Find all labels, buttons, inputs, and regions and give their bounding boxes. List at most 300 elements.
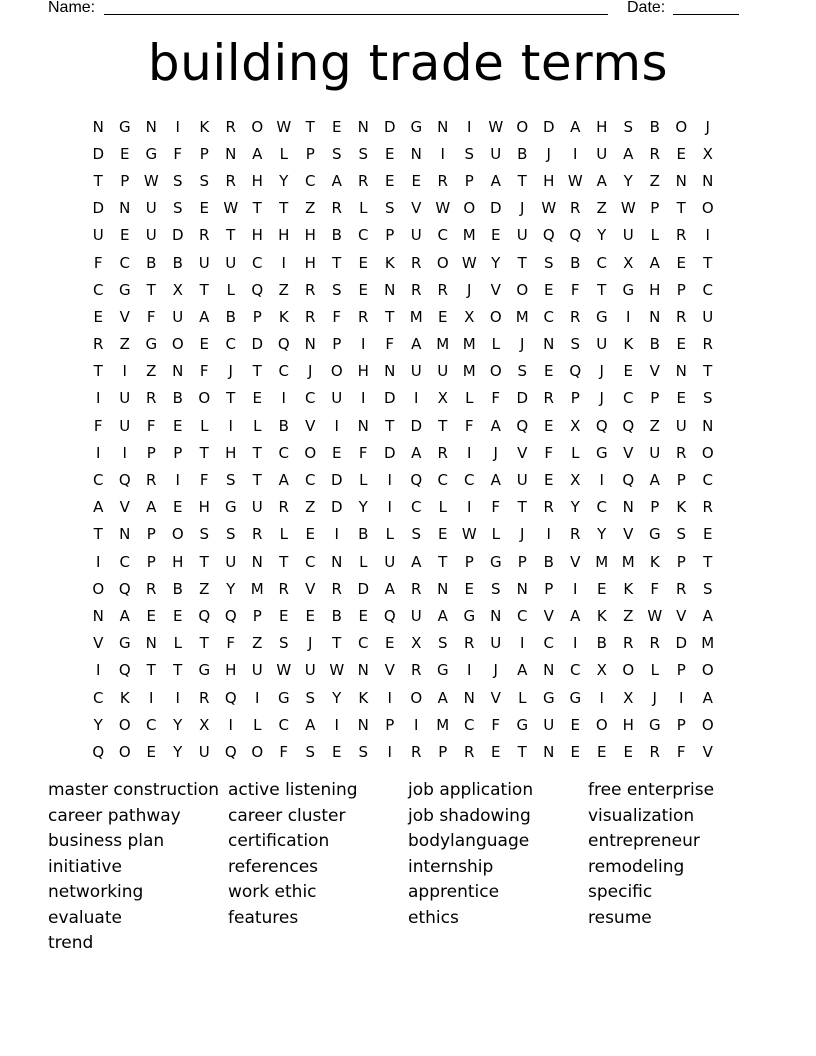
grid-letter: L <box>173 634 182 653</box>
grid-letter: U <box>119 389 131 408</box>
grid-letter: N <box>490 606 502 625</box>
grid-letter: T <box>252 443 262 462</box>
word-list-item: business plan <box>48 831 165 851</box>
grid-letter: D <box>251 335 264 354</box>
grid-letter: I <box>96 389 101 408</box>
grid-letter: I <box>361 335 366 354</box>
grid-letter: F <box>332 307 342 326</box>
grid-letter: V <box>384 661 395 680</box>
grid-letter: P <box>252 307 262 326</box>
grid-letter: U <box>251 661 263 680</box>
grid-letter: E <box>544 471 554 490</box>
grid-letter: C <box>543 634 554 653</box>
grid-letter: K <box>119 688 130 707</box>
grid-letter: U <box>596 335 608 354</box>
grid-letter: W <box>276 661 292 680</box>
grid-letter: C <box>305 389 316 408</box>
grid-letter: N <box>304 335 316 354</box>
header <box>0 0 816 20</box>
grid-letter: P <box>252 606 262 625</box>
grid-letter: V <box>702 742 713 761</box>
grid-letter: Z <box>146 362 157 381</box>
grid-letter: M <box>701 634 715 653</box>
word-list-item: bodylanguage <box>408 831 530 851</box>
grid-letter: V <box>490 688 501 707</box>
grid-letter: R <box>358 307 369 326</box>
grid-letter: I <box>467 498 472 517</box>
grid-letter: P <box>173 443 183 462</box>
grid-letter: I <box>334 715 339 734</box>
grid-letter: X <box>702 144 713 163</box>
grid-letter: A <box>517 661 528 680</box>
name-blank-line <box>104 14 608 15</box>
grid-letter: E <box>385 144 395 163</box>
grid-letter: Q <box>251 280 264 299</box>
grid-letter: U <box>410 362 422 381</box>
grid-letter: Y <box>93 715 103 734</box>
grid-letter: G <box>542 688 555 707</box>
grid-letter: E <box>438 307 448 326</box>
grid-letter: E <box>676 144 686 163</box>
grid-letter: E <box>93 307 103 326</box>
grid-letter: V <box>305 416 316 435</box>
grid-letter: U <box>384 552 396 571</box>
grid-letter: E <box>173 606 183 625</box>
grid-letter: P <box>544 579 554 598</box>
grid-letter: E <box>544 280 554 299</box>
grid-letter: P <box>385 226 395 245</box>
grid-letter: Y <box>623 171 633 190</box>
grid-letter: S <box>384 199 395 218</box>
grid-letter: D <box>171 226 184 245</box>
grid-letter: D <box>383 117 396 136</box>
grid-letter: V <box>411 199 422 218</box>
grid-letter: T <box>279 552 289 571</box>
grid-letter: B <box>172 579 183 598</box>
grid-letter: H <box>251 226 263 245</box>
page-title: building trade terms <box>147 34 669 92</box>
grid-letter: B <box>517 144 528 163</box>
grid-letter: U <box>516 226 528 245</box>
grid-letter: N <box>543 742 555 761</box>
grid-letter: D <box>675 634 688 653</box>
word-search-grid <box>85 113 721 766</box>
grid-letter: H <box>543 171 555 190</box>
grid-letter: A <box>702 688 713 707</box>
grid-letter: P <box>438 742 448 761</box>
grid-letter: U <box>516 471 528 490</box>
grid-letter: P <box>385 715 395 734</box>
grid-letter: O <box>198 389 211 408</box>
grid-letter: U <box>490 144 502 163</box>
grid-letter: R <box>676 579 687 598</box>
grid-letter: A <box>570 606 581 625</box>
grid-letter: E <box>623 742 633 761</box>
grid-letter: W <box>488 117 504 136</box>
grid-letter: L <box>200 416 209 435</box>
grid-letter: T <box>517 742 527 761</box>
word-list-item: internship <box>408 856 494 877</box>
grid-letter: V <box>570 552 581 571</box>
grid-letter: E <box>120 226 130 245</box>
grid-letter: L <box>650 661 659 680</box>
grid-letter: E <box>332 117 342 136</box>
grid-letter: T <box>517 253 527 272</box>
grid-letter: G <box>118 280 131 299</box>
grid-letter: I <box>467 661 472 680</box>
grid-letter: Q <box>569 362 582 381</box>
grid-letter: E <box>597 742 607 761</box>
grid-letter: J <box>546 144 551 163</box>
grid-letter: L <box>465 389 474 408</box>
word-list-item: career cluster <box>228 805 346 826</box>
grid-letter: U <box>490 634 502 653</box>
grid-letter: U <box>198 253 210 272</box>
grid-letter: D <box>410 416 423 435</box>
grid-letter: N <box>145 634 157 653</box>
grid-letter: B <box>331 226 342 245</box>
grid-letter: R <box>331 199 342 218</box>
grid-letter: U <box>596 144 608 163</box>
grid-letter: U <box>437 362 449 381</box>
grid-letter: J <box>467 280 472 299</box>
grid-letter: E <box>279 606 289 625</box>
grid-letter: R <box>225 171 236 190</box>
grid-letter: C <box>596 253 607 272</box>
grid-letter: L <box>650 226 659 245</box>
grid-letter: O <box>436 253 449 272</box>
grid-letter: N <box>410 144 422 163</box>
grid-letter: S <box>331 280 342 299</box>
grid-letter: T <box>438 552 448 571</box>
grid-letter: R <box>199 226 210 245</box>
grid-letter: L <box>359 199 368 218</box>
grid-letter: S <box>278 634 289 653</box>
grid-letter: T <box>199 443 209 462</box>
grid-letter: I <box>122 443 127 462</box>
grid-letter: W <box>620 199 636 218</box>
grid-letter: Z <box>305 199 316 218</box>
grid-letter: W <box>461 253 477 272</box>
grid-letter: A <box>437 688 448 707</box>
grid-letter: H <box>225 661 237 680</box>
grid-letter: Y <box>570 498 580 517</box>
grid-letter: J <box>520 335 525 354</box>
grid-letter: O <box>701 661 714 680</box>
grid-letter: C <box>119 552 130 571</box>
grid-letter: I <box>255 688 260 707</box>
grid-letter: T <box>332 253 342 272</box>
grid-letter: G <box>489 552 502 571</box>
grid-letter: P <box>676 661 686 680</box>
grid-letter: I <box>96 661 101 680</box>
grid-letter: C <box>702 471 713 490</box>
word-list-item: career pathway <box>48 805 181 826</box>
grid-letter: U <box>172 307 184 326</box>
grid-letter: E <box>332 443 342 462</box>
grid-letter: A <box>331 171 342 190</box>
grid-letter: E <box>544 416 554 435</box>
grid-letter: T <box>199 552 209 571</box>
grid-letter: U <box>675 416 687 435</box>
grid-letter: I <box>175 688 180 707</box>
grid-letter: S <box>437 634 448 653</box>
grid-letter: R <box>278 579 289 598</box>
grid-letter: V <box>490 280 501 299</box>
grid-letter: U <box>145 199 157 218</box>
grid-letter: N <box>92 117 104 136</box>
grid-letter: Q <box>224 688 237 707</box>
grid-letter: D <box>92 199 105 218</box>
grid-letter: P <box>464 552 474 571</box>
grid-letter: P <box>146 443 156 462</box>
grid-letter: G <box>145 144 158 163</box>
grid-letter: Q <box>118 471 131 490</box>
grid-letter: T <box>146 280 156 299</box>
grid-letter: D <box>357 579 370 598</box>
grid-letter: G <box>463 606 476 625</box>
grid-letter: E <box>597 579 607 598</box>
grid-letter: E <box>676 335 686 354</box>
grid-letter: D <box>383 389 396 408</box>
grid-letter: Z <box>199 579 210 598</box>
grid-letter: R <box>146 579 157 598</box>
grid-letter: E <box>120 144 130 163</box>
grid-letter: Y <box>358 498 368 517</box>
grid-letter: L <box>279 525 288 544</box>
word-list-item: entrepreneur <box>588 831 700 851</box>
grid-letter: H <box>304 226 316 245</box>
grid-letter: U <box>622 226 634 245</box>
grid-letter: L <box>518 688 527 707</box>
grid-letter: E <box>703 525 713 544</box>
grid-letter: I <box>679 688 684 707</box>
grid-letter: Y <box>597 525 607 544</box>
grid-letter: I <box>520 634 525 653</box>
word-list-item: free enterprise <box>588 780 715 800</box>
grid-letter: A <box>649 253 660 272</box>
grid-letter: X <box>570 416 581 435</box>
grid-letter: L <box>226 280 235 299</box>
grid-letter: Q <box>277 335 290 354</box>
grid-letter: M <box>436 335 450 354</box>
grid-letter: T <box>252 199 262 218</box>
grid-letter: R <box>649 742 660 761</box>
grid-letter: P <box>464 171 474 190</box>
grid-letter: R <box>464 742 475 761</box>
grid-letter: C <box>278 443 289 462</box>
grid-letter: E <box>358 253 368 272</box>
grid-letter: Q <box>622 471 635 490</box>
grid-letter: Z <box>649 171 660 190</box>
grid-letter: T <box>703 253 713 272</box>
grid-letter: A <box>702 606 713 625</box>
grid-letter: E <box>173 498 183 517</box>
grid-letter: I <box>626 307 631 326</box>
grid-letter: B <box>172 253 183 272</box>
grid-letter: M <box>462 226 476 245</box>
grid-letter: Q <box>622 416 635 435</box>
grid-letter: Z <box>623 606 634 625</box>
grid-letter: N <box>622 498 634 517</box>
grid-letter: U <box>649 443 661 462</box>
grid-letter: T <box>438 416 448 435</box>
grid-letter: N <box>649 307 661 326</box>
grid-letter: Y <box>332 688 342 707</box>
grid-letter: W <box>329 661 345 680</box>
grid-letter: F <box>570 280 580 299</box>
grid-letter: N <box>119 199 131 218</box>
grid-letter: E <box>358 606 368 625</box>
word-list-item: master construction <box>48 780 220 800</box>
date-label: Date: <box>627 0 666 16</box>
grid-letter: O <box>516 117 529 136</box>
grid-letter: E <box>252 389 262 408</box>
grid-letter: N <box>463 688 475 707</box>
grid-letter: C <box>702 280 713 299</box>
grid-letter: C <box>278 362 289 381</box>
word-list-item: job shadowing <box>408 805 531 826</box>
grid-letter: L <box>253 715 262 734</box>
word-list-item: initiative <box>48 856 122 877</box>
grid-letter: R <box>411 742 422 761</box>
grid-letter: X <box>411 634 422 653</box>
grid-letter: I <box>387 742 392 761</box>
grid-letter: M <box>462 335 476 354</box>
grid-letter: H <box>278 226 290 245</box>
word-list <box>48 778 768 957</box>
grid-letter: A <box>384 579 395 598</box>
grid-letter: C <box>93 471 104 490</box>
grid-letter: P <box>146 552 156 571</box>
grid-letter: W <box>435 199 451 218</box>
grid-letter: C <box>464 471 475 490</box>
word-list-item: apprentice <box>408 882 500 902</box>
grid-letter: P <box>305 144 315 163</box>
grid-letter: O <box>489 362 502 381</box>
grid-letter: S <box>331 144 342 163</box>
grid-letter: S <box>199 171 210 190</box>
grid-letter: P <box>517 552 527 571</box>
grid-letter: G <box>118 634 131 653</box>
grid-letter: T <box>93 171 103 190</box>
grid-letter: T <box>173 661 183 680</box>
grid-letter: C <box>437 471 448 490</box>
grid-letter: A <box>278 471 289 490</box>
grid-letter: J <box>228 362 233 381</box>
grid-letter: O <box>675 117 688 136</box>
grid-letter: A <box>411 443 422 462</box>
grid-letter: R <box>623 634 634 653</box>
grid-letter: N <box>357 715 369 734</box>
grid-letter: N <box>357 661 369 680</box>
grid-letter: R <box>570 199 581 218</box>
grid-letter: I <box>361 389 366 408</box>
grid-letter: F <box>279 742 289 761</box>
grid-letter: V <box>623 525 634 544</box>
word-list-item: visualization <box>588 805 695 826</box>
grid-letter: D <box>489 199 502 218</box>
grid-letter: P <box>199 144 209 163</box>
grid-letter: I <box>149 688 154 707</box>
grid-letter: C <box>278 715 289 734</box>
grid-letter: Z <box>596 199 607 218</box>
grid-letter: S <box>702 389 713 408</box>
grid-letter: N <box>384 362 396 381</box>
grid-letter: A <box>623 144 634 163</box>
word-list-item: evaluate <box>48 907 122 928</box>
grid-letter: T <box>199 280 209 299</box>
grid-letter: H <box>225 443 237 462</box>
grid-letter: E <box>305 606 315 625</box>
grid-letter: V <box>119 498 130 517</box>
grid-letter: B <box>596 634 607 653</box>
grid-letter: E <box>358 280 368 299</box>
grid-letter: Y <box>279 171 289 190</box>
grid-letter: D <box>542 117 555 136</box>
grid-letter: A <box>411 335 422 354</box>
grid-letter: L <box>253 416 262 435</box>
grid-letter: A <box>490 171 501 190</box>
grid-letter: H <box>251 171 263 190</box>
grid-letter: W <box>647 606 663 625</box>
grid-letter: Z <box>252 634 263 653</box>
grid-letter: O <box>701 199 714 218</box>
grid-letter: R <box>464 634 475 653</box>
grid-letter: R <box>252 525 263 544</box>
grid-letter: V <box>623 443 634 462</box>
grid-letter: M <box>250 579 264 598</box>
grid-letter: Q <box>383 606 396 625</box>
word-list-item: work ethic <box>228 882 317 902</box>
grid-letter: R <box>702 335 713 354</box>
grid-letter: C <box>305 471 316 490</box>
grid-letter: T <box>703 552 713 571</box>
grid-letter: J <box>599 389 604 408</box>
grid-letter: T <box>226 226 236 245</box>
grid-letter: I <box>546 525 551 544</box>
grid-letter: G <box>516 715 529 734</box>
grid-letter: Z <box>119 335 130 354</box>
grid-letter: L <box>491 525 500 544</box>
grid-letter: R <box>199 688 210 707</box>
grid-letter: I <box>414 715 419 734</box>
word-list-item: job application <box>408 780 534 800</box>
grid-letter: E <box>305 525 315 544</box>
grid-letter: T <box>597 280 607 299</box>
grid-letter: E <box>199 335 209 354</box>
grid-letter: A <box>437 606 448 625</box>
grid-letter: E <box>491 226 501 245</box>
grid-letter: C <box>570 661 581 680</box>
grid-letter: X <box>623 688 634 707</box>
grid-letter: F <box>491 715 501 734</box>
grid-letter: U <box>225 253 237 272</box>
grid-letter: E <box>570 742 580 761</box>
grid-letter: G <box>118 117 131 136</box>
grid-letter: Q <box>542 226 555 245</box>
grid-letter: L <box>491 335 500 354</box>
grid-letter: N <box>675 362 687 381</box>
grid-letter: V <box>305 579 316 598</box>
grid-letter: I <box>705 226 710 245</box>
grid-letter: O <box>92 579 105 598</box>
grid-letter: I <box>96 443 101 462</box>
grid-letter: I <box>334 525 339 544</box>
grid-letter: X <box>437 389 448 408</box>
grid-letter: E <box>491 742 501 761</box>
grid-letter: F <box>146 307 156 326</box>
